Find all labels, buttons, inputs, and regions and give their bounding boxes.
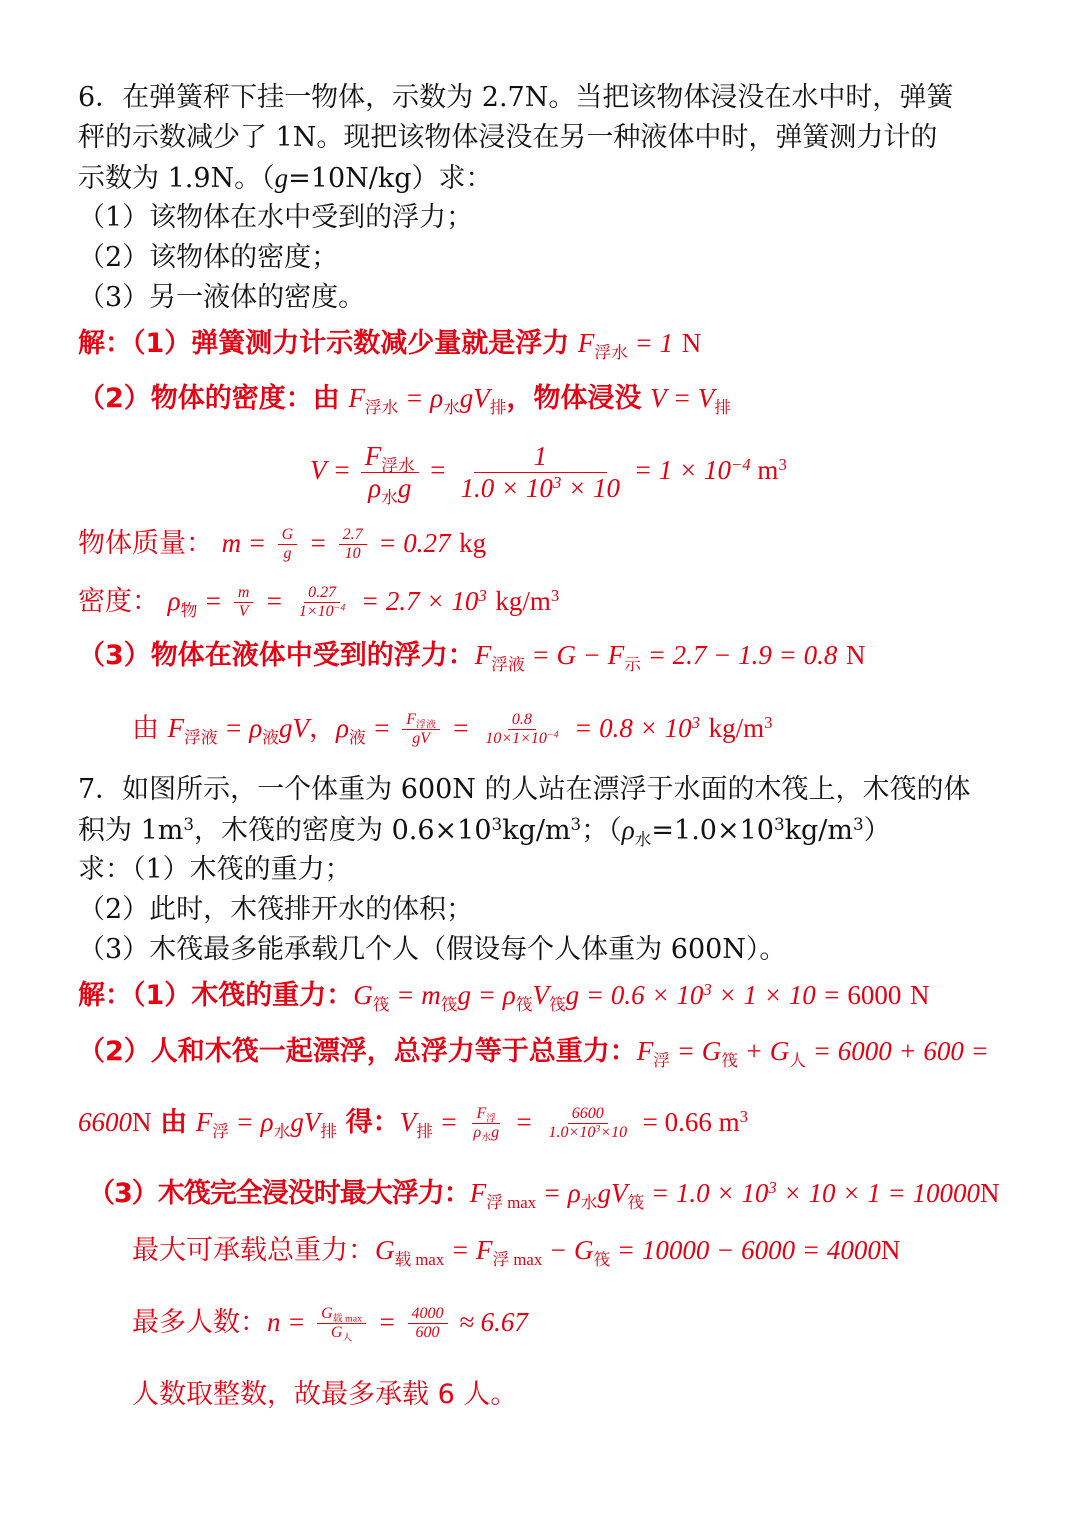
sym: ρ — [167, 586, 181, 616]
q6-answer-1 — [78, 325, 701, 362]
frac-den-end: ×10 — [600, 1124, 628, 1141]
sym: = — [235, 1107, 254, 1137]
sym: g — [412, 730, 421, 747]
sym: ρ — [621, 815, 635, 845]
unit: m — [757, 455, 779, 485]
sym: F — [469, 1178, 487, 1208]
sym: = — [287, 1307, 306, 1337]
exp: −4 — [333, 602, 346, 614]
unit: N — [845, 640, 866, 670]
q7-answer-1-res: 6000 — [847, 980, 902, 1010]
sub: 筏 — [515, 994, 533, 1014]
q7-line-2 — [78, 812, 891, 849]
sym: G — [769, 1036, 790, 1066]
frac-den: V — [238, 603, 249, 620]
q6-density-res: = 2.7 × 10 — [360, 586, 479, 616]
q6-volume-den: 1.0 × 10 — [460, 473, 553, 504]
sym: V — [650, 383, 667, 413]
q6-answer-3 — [78, 637, 865, 674]
sym: V — [303, 1107, 321, 1137]
sym: = — [372, 713, 391, 743]
sym: ρ — [502, 980, 516, 1010]
sym: = — [450, 1235, 470, 1265]
q7-text: kg/m — [784, 815, 853, 846]
sym: = — [224, 713, 243, 743]
sym: = — [542, 1178, 562, 1208]
sym: = — [308, 528, 328, 558]
sub: 浮 max — [492, 1249, 543, 1269]
sym: g — [565, 980, 580, 1010]
sub: 水 — [443, 397, 460, 417]
sym: F — [195, 1107, 213, 1137]
unit: m — [718, 1107, 740, 1137]
sym: = — [676, 1036, 696, 1066]
q6-g-symbol: g — [274, 163, 289, 193]
q6-line-1: 6．在弹簧秤下挂一物体，示数为 2.7N。当把该物体浸没在水中时，弹簧 — [78, 82, 954, 113]
q7-answer-2b-val: 6600 — [78, 1107, 132, 1137]
unit: N — [910, 980, 930, 1010]
sym: G — [330, 1324, 343, 1341]
sub: 排 — [714, 397, 732, 417]
sym: F — [364, 441, 382, 472]
sub: 人 — [342, 1332, 353, 1344]
sym: g — [459, 383, 474, 413]
q7-text: ） — [863, 815, 891, 846]
sym: F — [577, 328, 595, 358]
sym: = — [332, 455, 351, 485]
q7-answer-3-eq2: × 10 × 1 = 10000 — [783, 1178, 980, 1208]
sub: 筏 — [548, 994, 566, 1014]
q7-people-count — [132, 1294, 528, 1351]
sym: = — [265, 586, 284, 616]
frac-den: 600 — [415, 1324, 440, 1341]
exp: 3 — [768, 1177, 777, 1197]
sub: 水 — [273, 1121, 291, 1141]
sub: 排 — [489, 397, 507, 417]
frac-den: 1×10 — [298, 603, 334, 620]
sym: F — [476, 1104, 487, 1122]
q7-line-1: 7．如图所示，一个体重为 600N 的人站在漂浮于水面的木筏上，木筏的体 — [78, 774, 971, 805]
sym: m — [421, 980, 441, 1010]
sym: V — [292, 713, 309, 743]
sub: 筏 — [593, 1249, 611, 1269]
sym: V — [420, 730, 430, 747]
sym: + — [744, 1036, 763, 1066]
sub: 浮水 — [364, 397, 399, 417]
sub: 浮 — [653, 1050, 671, 1070]
sub: 水 — [634, 829, 652, 849]
q7-answer-1 — [78, 977, 930, 1014]
frac-num: 0.8 — [508, 711, 536, 730]
unit: N — [132, 1107, 152, 1137]
exp: 3 — [703, 979, 712, 999]
q7-max-eq: = 10000 − 6000 = 4000 — [616, 1235, 881, 1265]
q6-answer-2 — [78, 380, 731, 417]
sym: m — [221, 528, 242, 558]
exp: 3 — [570, 813, 582, 834]
sym: V — [610, 1178, 628, 1208]
q6-answer-2-sep: ，物体浸没 — [506, 383, 642, 414]
sym: ρ — [430, 383, 444, 413]
sym: = — [477, 980, 496, 1010]
unit: kg/m — [708, 713, 765, 743]
sym: ρ — [249, 713, 263, 743]
q6-line-3-pre: 示数为 1.9N。（ — [78, 163, 275, 194]
sym: G — [573, 1235, 594, 1265]
sub: 筏 — [372, 994, 390, 1014]
q6-liquid-by: 由 — [132, 713, 159, 744]
exp: −4 — [731, 454, 751, 474]
q7-n-res: ≈ 6.67 — [459, 1307, 528, 1337]
sym: G — [353, 980, 373, 1010]
sym: g — [597, 1178, 611, 1208]
sym: F — [348, 383, 365, 413]
sub: 水 — [580, 1192, 598, 1212]
sub: 筏 — [627, 1192, 645, 1212]
exp: 3 — [478, 585, 487, 605]
q7-answer-2 — [78, 1033, 989, 1070]
sym: = — [428, 455, 447, 485]
unit: N — [681, 328, 702, 358]
sub: 浮液 — [416, 719, 436, 731]
frac-num: 2.7 — [339, 526, 367, 545]
q7-max-load — [132, 1232, 900, 1269]
q6-mass-eq — [78, 518, 486, 569]
sym: G — [321, 1304, 333, 1322]
q6-mass-label: 物体质量： — [78, 528, 213, 559]
sub: 载 max — [332, 1313, 363, 1325]
frac-num: m — [234, 584, 254, 603]
frac-den: 1.0×10 — [548, 1124, 596, 1141]
q7-answer-3-label: （3）木筏完全浸没时最大浮力： — [88, 1178, 470, 1209]
q6-sub-2: （2）该物体的密度； — [78, 242, 339, 273]
sym: V — [473, 383, 490, 413]
unit: kg/m — [495, 586, 551, 616]
q7-text: ，木筏的密度为 0.6×10 — [194, 815, 492, 846]
q6-answer-3-res: = 2.7 − 1.9 = 0.8 — [647, 640, 838, 670]
sym: G — [701, 1036, 722, 1066]
q7-answer-1-eq2: × 1 × 10 = — [718, 980, 848, 1010]
sub: 液 — [348, 727, 366, 747]
sym: ρ — [260, 1107, 274, 1137]
sym: F — [167, 713, 185, 743]
sym: F — [406, 710, 417, 728]
exp: 3 — [491, 813, 503, 834]
q6-answer-3-label: （3）物体在液体中受到的浮力： — [78, 640, 475, 671]
sym: = — [247, 528, 267, 558]
q7-max-label: 最大可承载总重力： — [132, 1235, 375, 1266]
exp: 3 — [778, 454, 787, 474]
unit: N — [979, 1178, 1000, 1208]
exp: 3 — [739, 1106, 749, 1126]
sub: 载 max — [394, 1249, 445, 1269]
frac-num: 0.27 — [304, 584, 340, 603]
q7-answer-2b-by: 由 — [160, 1107, 188, 1138]
sym: ρ — [567, 1178, 581, 1208]
q6-answer-1-eq: = 1 — [634, 328, 674, 358]
sym: n — [267, 1307, 281, 1337]
q6-volume-eq — [310, 430, 787, 510]
q7-sub-3: （3）木筏最多能承载几个人（假设每个人体重为 600N）。 — [78, 934, 787, 965]
sym: = — [439, 1107, 458, 1137]
sym: ρ — [473, 1124, 482, 1141]
q6-line-2: 秤的示数减少了 1N。现把该物体浸没在另一种液体中时，弹簧测力计的 — [78, 122, 938, 153]
sub: 排 — [320, 1121, 338, 1141]
sym: V — [532, 980, 549, 1010]
sym: g — [457, 980, 471, 1010]
sub: 筏 — [440, 994, 458, 1014]
q6-mass-res: = 0.27 — [378, 528, 451, 558]
q7-text: kg/m — [502, 815, 571, 846]
sub: 浮水 — [594, 342, 628, 362]
sym: F — [636, 1036, 654, 1066]
sym: g — [491, 1124, 500, 1141]
sym: g — [279, 713, 293, 743]
sub: 液 — [262, 727, 279, 747]
sym: G — [375, 1235, 395, 1265]
sub: 浮水 — [381, 456, 415, 476]
unit: kg — [459, 528, 487, 558]
q6-volume-res: = 1 × 10 — [633, 455, 731, 485]
sym: = — [514, 1107, 533, 1137]
frac-num: 6600 — [568, 1105, 608, 1124]
q7-text: =1.0×10 — [651, 815, 774, 846]
sym: g — [397, 473, 412, 504]
sym: g — [290, 1107, 304, 1137]
q6-answer-3-eq: = G − F — [531, 640, 625, 670]
q6-liquid-res: = 0.8 × 10 — [574, 713, 692, 743]
sym: = — [405, 383, 424, 413]
sym: = — [377, 1307, 396, 1337]
q6-line-3-post: =10N/kg）求： — [288, 163, 493, 194]
exp: 3 — [550, 585, 560, 605]
sub: 筏 — [721, 1050, 738, 1070]
exp: 3 — [691, 712, 700, 732]
q6-answer-2-label: （2）物体的密度：由 — [78, 383, 340, 414]
q6-line-3 — [78, 160, 493, 197]
exp: 3 — [773, 813, 785, 834]
q7-text: 积为 1m — [78, 815, 184, 846]
q7-n-label: 最多人数： — [132, 1307, 267, 1338]
q6-answer-1-label: 解：（1）弹簧测力计示数减少量就是浮力 — [78, 328, 570, 359]
sym: V — [310, 455, 327, 485]
sym: ρ — [336, 713, 349, 743]
unit: N — [880, 1235, 901, 1265]
sym: = — [396, 980, 415, 1010]
frac-den: 10×1×10 — [485, 730, 547, 747]
exp: −4 — [546, 729, 559, 741]
sub: 浮液 — [491, 654, 525, 674]
q7-answer-2b-res: = 0.66 — [642, 1107, 712, 1137]
sym: = — [672, 383, 692, 413]
sub: 浮 — [212, 1121, 229, 1141]
q7-sub-1: 求：（1）木筏的重力； — [78, 854, 352, 885]
frac-den: g — [283, 545, 292, 562]
sub: 示 — [624, 654, 641, 674]
sub: 人 — [789, 1050, 806, 1070]
q7-conclusion: 人数取整数，故最多承载 6 人。 — [132, 1379, 518, 1410]
q6-density-eq — [78, 576, 559, 627]
sym: ρ — [368, 473, 382, 504]
q6-density-label: 密度： — [78, 586, 159, 617]
q7-text: ；（ — [581, 815, 622, 846]
q7-answer-2-eq: = 6000 + 600 = — [812, 1036, 989, 1066]
sub: 浮 — [486, 1113, 497, 1125]
frac-num: 4000 — [408, 1305, 448, 1324]
exp: 3 — [852, 813, 864, 834]
sym: = — [451, 713, 470, 743]
sub: 水 — [481, 1132, 492, 1144]
exp: 3 — [552, 473, 562, 493]
q7-answer-2b-get: 得： — [345, 1107, 400, 1138]
q7-answer-1-eq: = 0.6 × 10 — [585, 980, 704, 1010]
sub: 水 — [381, 488, 398, 508]
q7-answer-2-label: （2）人和木筏一起漂浮，总浮力等于总重力： — [78, 1036, 637, 1067]
sym: V — [399, 1107, 417, 1137]
exp: 3 — [764, 712, 773, 732]
sym: V — [697, 383, 715, 413]
exp: 3 — [183, 813, 195, 834]
q6-volume-num: 1 — [474, 441, 608, 473]
sym: − — [548, 1235, 568, 1265]
exp: 3 — [595, 1123, 601, 1135]
frac-den: 10 — [344, 545, 361, 562]
frac-num: G — [278, 526, 298, 545]
q7-answer-3-eq: = 1.0 × 10 — [650, 1178, 769, 1208]
sym: = — [204, 586, 223, 616]
q6-sub-1: （1）该物体在水中受到的浮力； — [78, 202, 474, 233]
q7-answer-3 — [88, 1175, 999, 1212]
sym: F — [475, 1235, 493, 1265]
q6-liquid-density-eq: 由 $F_{浮液} = \rho_液gV$，$\rho_液$ = $\frac{F_{浮液}}{gV}$ = $\frac{0.8}{10\times 1\times 10^{-4}}$ = $0.8 \times 10^3$ $kg/m^3$ — [132, 710, 773, 747]
q6-volume-den-end: × 10 — [568, 473, 621, 504]
sub: 物 — [180, 600, 198, 620]
sub: 浮 max — [486, 1192, 537, 1212]
q7-answer-2b — [78, 1094, 748, 1151]
sym: F — [474, 640, 492, 670]
q7-answer-1-label: 解：（1）木筏的重力： — [78, 980, 354, 1011]
q6-sub-3: （3）另一液体的密度。 — [78, 282, 366, 313]
sub: 排 — [416, 1121, 433, 1141]
q7-sub-2: （2）此时，木筏排开水的体积； — [78, 894, 474, 925]
sub: 浮液 — [184, 727, 218, 747]
